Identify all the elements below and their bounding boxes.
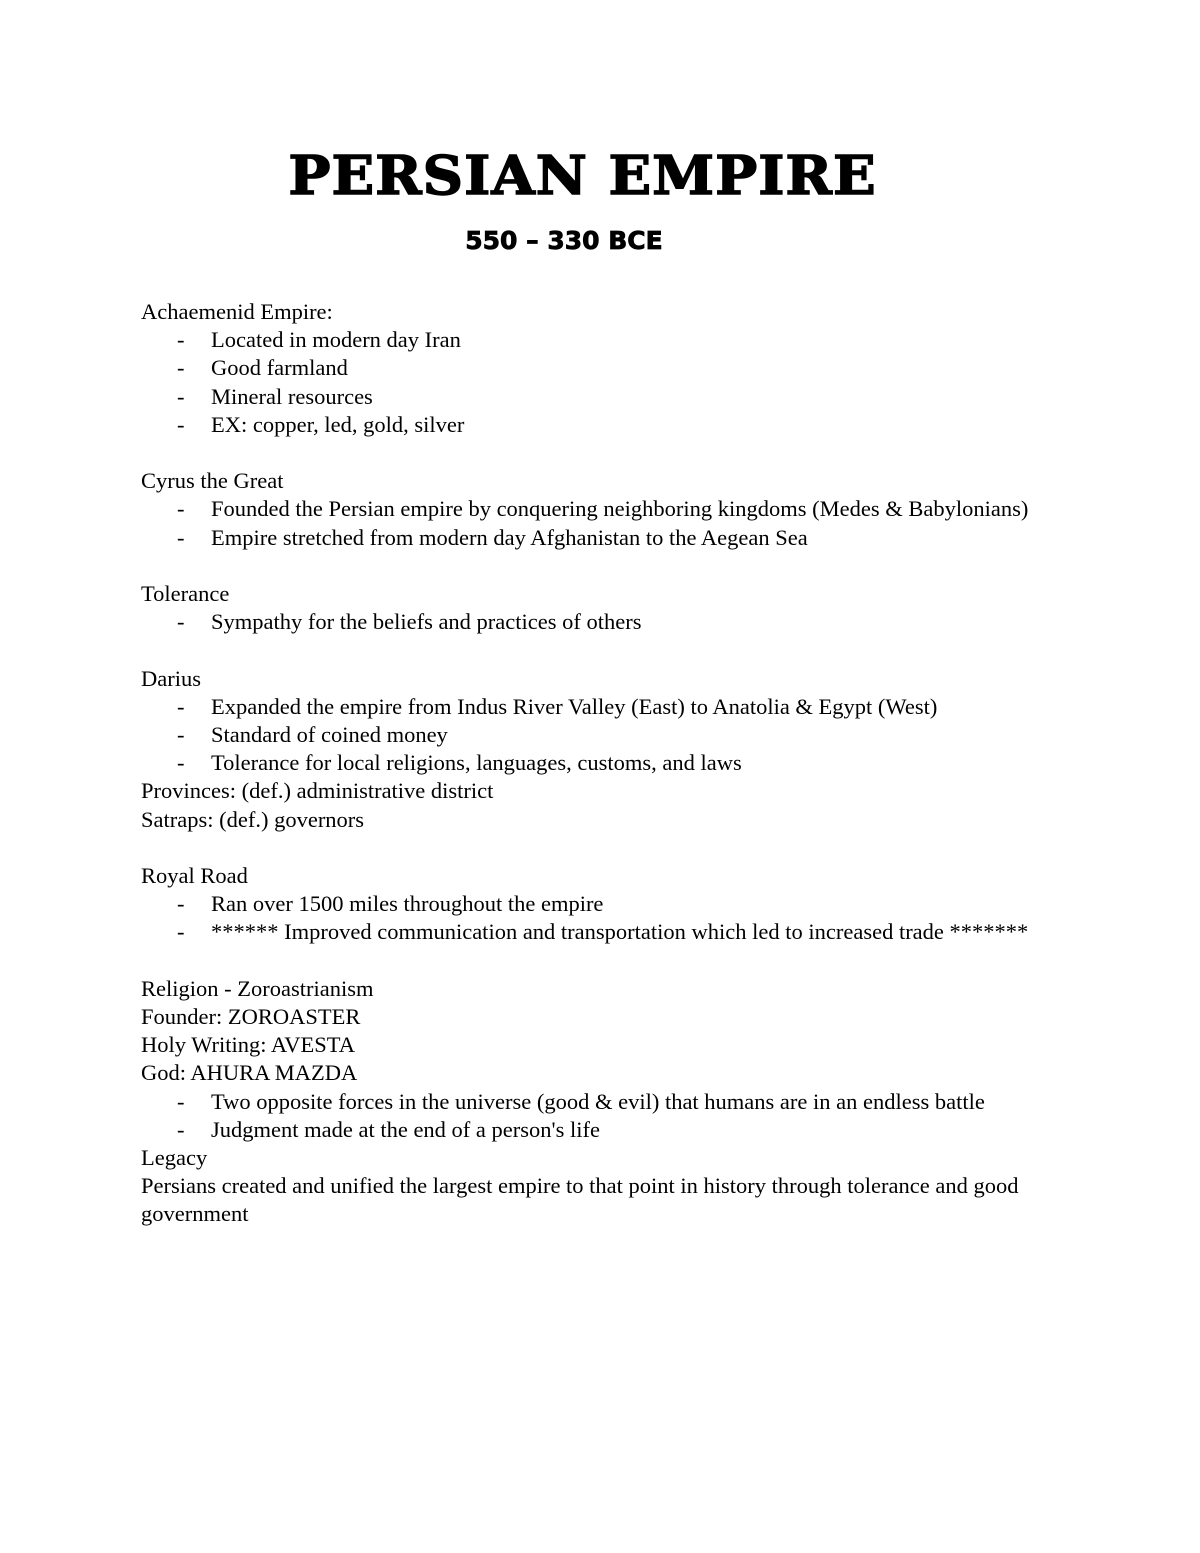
bullet-dash: - [177,919,185,945]
religion-list [141,1088,1071,1144]
section-heading-darius: Darius [141,665,201,691]
section-heading-cyrus: Cyrus the Great [141,468,284,494]
list-item: - Mineral resources [141,383,1071,411]
bullet-dash: - [177,496,185,522]
notes-body [141,298,1071,1229]
definition-provinces: Provinces: (def.) administrative district [141,778,494,804]
bullet-dash: - [177,722,185,747]
section-heading-achaemenid: Achaemenid Empire: [141,299,333,324]
bullet-dash: - [177,693,185,719]
page-subtitle-dates: 550 – 330 BCE [465,226,663,255]
list-item: - Ran over 1500 miles throughout the empire [141,890,1071,918]
section-heading-royal-road: Royal Road [141,863,248,888]
achaemenid-list [141,326,1071,439]
list-item: - Founded the Persian empire by conquering neighboring kingdoms (Medes & Babylonians) [141,495,1071,523]
tolerance-list [141,608,1071,636]
legacy-paragraph: Persians created and unified the largest empire to that point in history through tolerance and good government [141,1173,1019,1227]
bullet-dash: - [177,355,185,381]
bullet-dash: - [177,1088,185,1114]
list-item: - ****** Improved communication and transportation which led to increased trade ******* [141,918,1071,946]
list-item: - Empire stretched from modern day Afghanistan to the Aegean Sea [141,524,1071,552]
bullet-dash: - [177,411,185,437]
list-item: - Expanded the empire from Indus River Valley (East) to Anatolia & Egypt (West) [141,693,1071,721]
section-heading-religion: Religion - Zoroastrianism [141,975,374,1001]
bullet-dash: - [177,383,185,409]
religion-founder: Founder: ZOROASTER [141,1004,361,1029]
list-item: - Located in modern day Iran [141,326,1071,354]
bullet-dash: - [177,891,185,917]
page-title: PERSIAN EMPIRE [288,144,877,208]
religion-god: God: AHURA MAZDA [141,1060,358,1086]
cyrus-list [141,495,1071,551]
list-item: - Standard of coined money [141,721,1071,749]
list-item: - Sympathy for the beliefs and practices of others [141,608,1071,636]
bullet-dash: - [177,327,185,353]
list-item: - Two opposite forces in the universe (good & evil) that humans are in an endless battle [141,1088,1071,1116]
list-item: - Judgment made at the end of a person's life [141,1116,1071,1144]
royal-road-list [141,890,1071,946]
definition-satraps: Satraps: (def.) governors [141,806,365,832]
bullet-dash: - [177,750,185,776]
darius-list [141,693,1071,778]
list-item: - Tolerance for local religions, languages, customs, and laws [141,749,1071,777]
section-heading-legacy: Legacy [141,1145,208,1171]
bullet-dash: - [177,1116,185,1142]
bullet-dash: - [177,524,185,550]
bullet-dash: - [177,609,185,635]
section-heading-tolerance: Tolerance [141,581,230,606]
list-item: - Good farmland [141,354,1071,382]
list-item: - EX: copper, led, gold, silver [141,411,1071,439]
religion-holy-writing: Holy Writing: AVESTA [141,1032,355,1058]
